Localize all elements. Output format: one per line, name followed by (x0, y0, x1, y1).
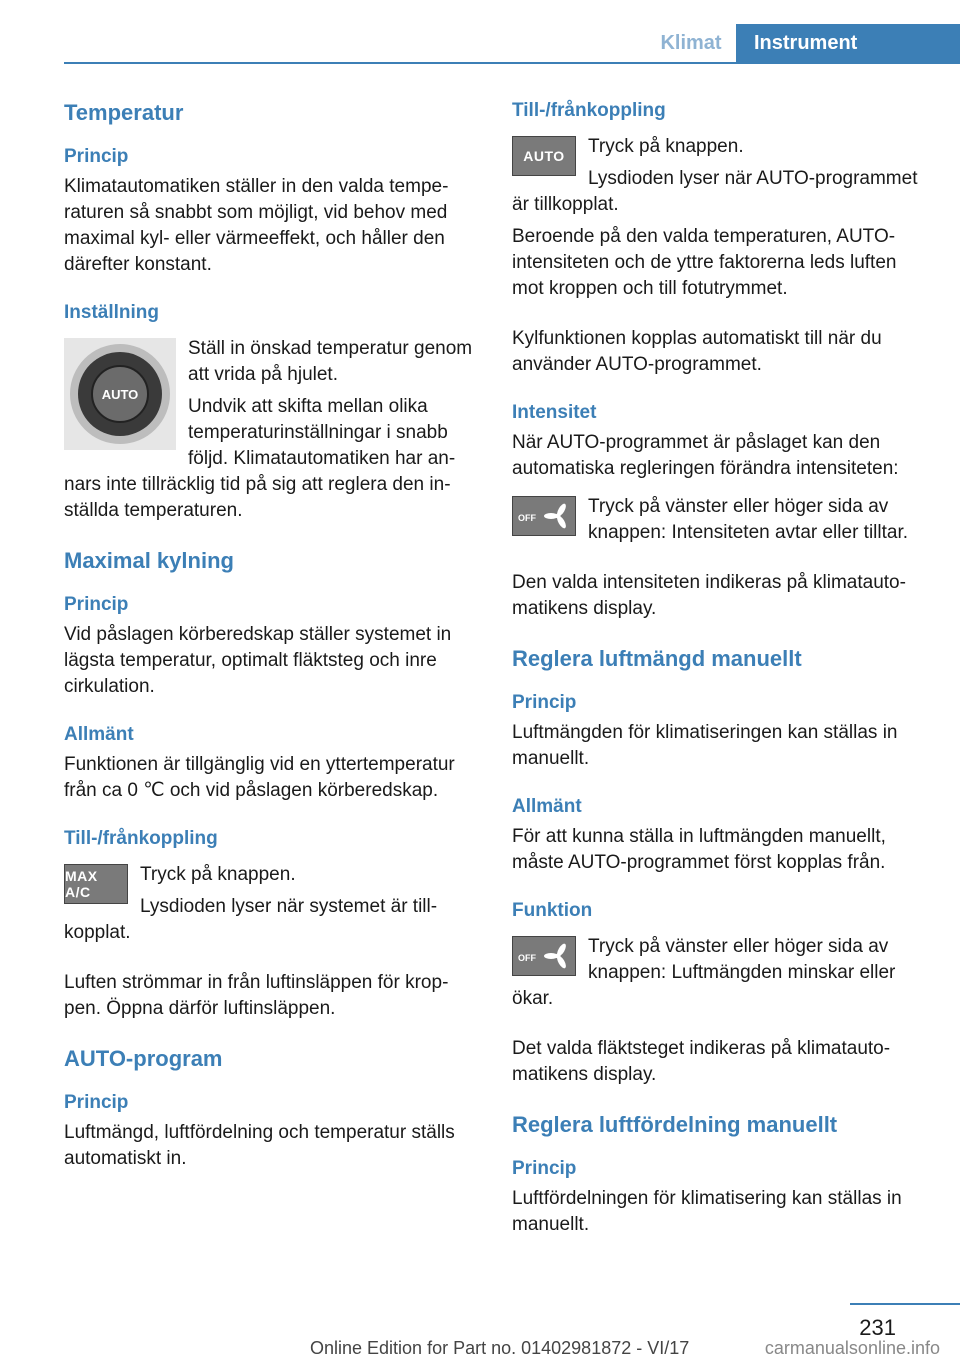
paragraph: Tryck på vänster eller höger sida av knappen: Intensiteten avtar eller tilltar. (588, 496, 909, 543)
paragraph: Funktionen är tillgänglig vid en yttertemperatur från ca 0 ℃ och vid påslagen körberedskap. (64, 754, 455, 801)
paragraph: Det valda fläktsteget indikeras på klimatautomatikens display. (512, 1038, 891, 1085)
paragraph: Lysdioden lyser när systemet är tillkopplat. (64, 896, 438, 943)
subheading-funktion: Funktion (512, 900, 593, 921)
subheading-allmant: Allmänt (64, 724, 134, 745)
subheading-allmant: Allmänt (512, 796, 582, 817)
paragraph: Den valda intensiteten indikeras på klimatautomatikens display. (512, 572, 906, 619)
section-title-temperatur: Temperatur (64, 100, 184, 125)
subheading-princip: Princip (512, 1158, 577, 1179)
section-title-maximal-kylning: Maximal kylning (64, 548, 234, 573)
paragraph: Undvik att skifta mellan olika temperaturinställningar i snabb följd. Klimatautomatiken har annars inte tillräcklig tid på sig att reglera den inställda temperaturen. (64, 396, 456, 521)
section-title-reglera-luftfordelning: Reglera luftfördelning manuellt (512, 1112, 838, 1137)
max-ac-button-image: MAX A/C (64, 864, 128, 904)
paragraph: Kylfunktionen kopplas automatiskt till när du använder AUTO-programmet. (512, 328, 882, 375)
paragraph: Luften strömmar in från luftinsläppen för kroppen. Öppna därför luftinsläppen. (64, 972, 449, 1019)
paragraph: Lysdioden lyser när AUTO-programmet är tillkopplat. (512, 168, 918, 215)
fan-icon (513, 937, 575, 975)
fan-icon (513, 497, 575, 535)
paragraph: Luftfördelningen för klimatisering kan ställas in manuellt. (512, 1188, 902, 1235)
fan-button-image (512, 936, 576, 976)
fan-button-image (512, 496, 576, 536)
fan-off-label: OFF (518, 513, 536, 523)
wheel-icon (64, 338, 176, 450)
subheading-installning: Inställning (64, 302, 159, 323)
subheading-princip: Princip (64, 1092, 129, 1113)
temperature-wheel-image (64, 338, 176, 450)
tab-instrument[interactable]: Instrument (736, 24, 960, 62)
subheading-till-frankoppling: Till-/frånkoppling (512, 100, 666, 121)
subheading-princip: Princip (512, 692, 577, 713)
paragraph: Beroende på den valda temperaturen, AUTO-intensiteten och de yttre faktorerna leds luften mot kroppen och till fotutrymmet. (512, 226, 897, 299)
left-column (64, 100, 479, 1196)
section-title-reglera-luftmangd: Reglera luftmängd manuellt (512, 646, 802, 671)
tab-klimat[interactable]: Klimat (660, 32, 722, 54)
subheading-till-frankoppling: Till-/frånkoppling (64, 828, 218, 849)
paragraph: Luftmängd, luftfördelning och temperatur ställs automatiskt in. (64, 1122, 455, 1169)
footer-rule (850, 1303, 960, 1305)
watermark: carmanualsonline.info (764, 1338, 940, 1358)
paragraph: För att kunna ställa in luftmängden manuellt, måste AUTO-programmet först kopplas från. (512, 826, 886, 873)
fan-off-label: OFF (518, 953, 536, 963)
paragraph: Luftmängden för klimatiseringen kan ställas in manuellt. (512, 722, 898, 769)
paragraph: Ställ in önskad temperatur genom att vrida på hjulet. (188, 338, 473, 385)
subheading-princip: Princip (64, 594, 129, 615)
subheading-intensitet: Intensitet (512, 402, 597, 423)
paragraph: Tryck på knappen. (140, 864, 296, 885)
edition-note: Online Edition for Part no. 01402981872 - VI/17 (310, 1338, 690, 1358)
auto-button-image: AUTO (512, 136, 576, 176)
paragraph: Tryck på knappen. (588, 136, 744, 157)
subheading-princip: Princip (64, 146, 129, 167)
paragraph: När AUTO-programmet är påslaget kan den automatiska regleringen förändra intensiteten: (512, 432, 899, 479)
header-bar (64, 0, 960, 64)
right-column (512, 100, 927, 1262)
page-number: 231 (859, 1315, 896, 1340)
wheel-auto-label: AUTO (101, 387, 139, 402)
paragraph: Klimatautomatiken ställer in den valda temperaturen så snabbt som möjligt, vid behov med maximal kyl- eller värmeeffekt, och håller den därefter konstant. (64, 176, 449, 275)
section-title-auto-program: AUTO-program (64, 1046, 223, 1071)
paragraph: Tryck på vänster eller höger sida av knappen: Luftmängden minskar eller ökar. (512, 936, 896, 1009)
paragraph: Vid påslagen körberedskap ställer systemet in lägsta temperatur, optimalt fläktsteg och inre cirkulation. (64, 624, 452, 697)
